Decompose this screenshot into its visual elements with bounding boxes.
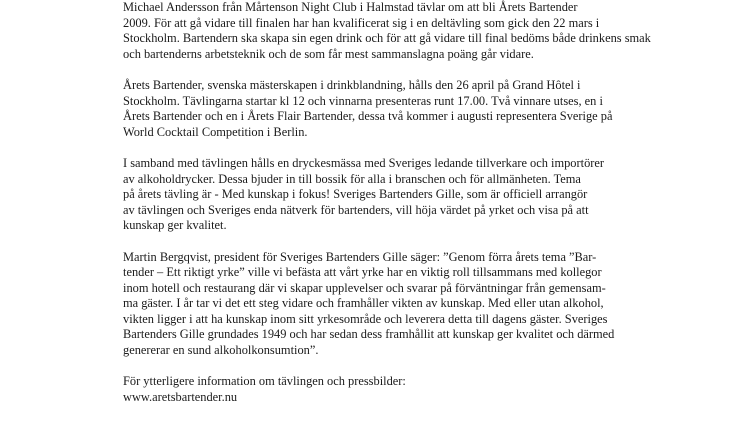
text-line: Årets Bartender, svenska mästerskapen i drinkblandning, hålls den 26 april på Grand Hôtel i <box>123 77 581 92</box>
text-line: vikten ligger i att ha kunskap inom sitt yrkesområde och leverera detta till dagens gäster. Sveriges <box>123 311 608 326</box>
text-line: inom hotell och restaurang där vi skapar upplevelser och svarar på förväntningar från gemensam- <box>123 280 606 295</box>
text-line: och bartenderns arbetsteknik och de som får mest sammanslagna poäng går vidare. <box>123 46 534 61</box>
text-line: För ytterligere information om tävlingen och pressbilder: <box>123 374 406 389</box>
text-line: på årets tävling är - Med kunskap i fokus! Sveriges Bartenders Gille, som är officiell arrangör <box>123 187 588 202</box>
paragraph-fair <box>123 156 723 234</box>
text-line: 2009. För att gå vidare till finalen har han kvalificerat sig i en deltävling som gick den 22 mars i <box>123 15 600 30</box>
text-line: tender – Ett riktigt yrke” ville vi befästa att vårt yrke har en viktig roll tillsammans med kollegor <box>123 265 602 280</box>
text-line: av alkoholdrycker. Dessa bjuder in till bossik för alla i branschen och för allmänheten. Tema <box>123 171 581 186</box>
website-link[interactable]: www.aretsbartender.nu <box>123 389 238 404</box>
text-line: Bartenders Gille grundades 1949 och har sedan dess framhållit att kunskap ger kvalitet och därmed <box>123 327 615 342</box>
text-line: kunskap ger kvalitet. <box>123 218 227 233</box>
text-line: genererar en sund alkoholkonsumtion”. <box>123 343 319 358</box>
text-line: World Cocktail Competition i Berlin. <box>123 124 308 139</box>
paragraph-contact <box>123 374 723 405</box>
text-line: Martin Bergqvist, president för Sveriges Bartenders Gille säger: ”Genom förra årets tema ”Bar- <box>123 249 597 264</box>
text-line: av tävlingen och Sveriges enda nätverk för bartenders, vill höja värdet på yrket och visa på att <box>123 202 589 217</box>
paragraph-intro <box>123 0 723 62</box>
text-line: Stockholm. Bartendern ska skapa sin egen drink och för att gå vidare till final bedöms både drinkens smak <box>123 31 651 46</box>
text-line: Årets Bartender och en i Årets Flair Bartender, dessa två kommer i augusti representera Sverige på <box>123 109 613 124</box>
paragraph-event <box>123 78 723 140</box>
text-line: Michael Andersson från Mårtenson Night Club i Halmstad tävlar om att bli Årets Bartender <box>123 0 578 14</box>
press-release-body <box>123 0 723 421</box>
paragraph-quote <box>123 250 723 359</box>
text-line: Stockholm. Tävlingarna startar kl 12 och vinnarna presenteras runt 17.00. Två vinnare utses, en i <box>123 93 603 108</box>
text-line: I samband med tävlingen hålls en dryckesmässa med Sveriges ledande tillverkare och importörer <box>123 155 605 170</box>
text-line: ma gäster. I år tar vi det ett steg vidare och framhåller vikten av kunskap. Med eller utan alkohol, <box>123 296 604 311</box>
